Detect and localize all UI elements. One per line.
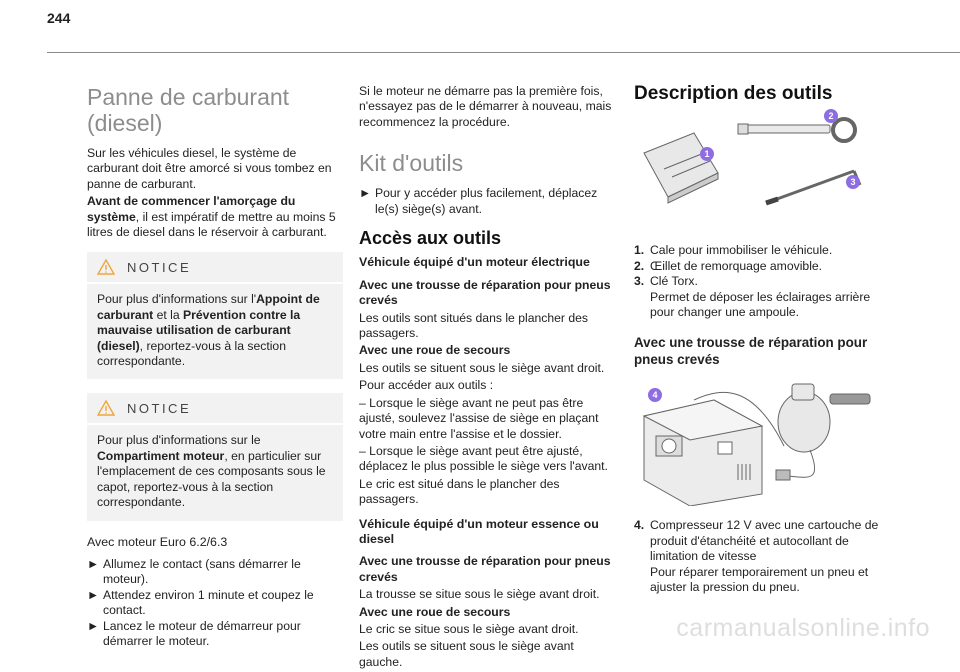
list-item — [634, 274, 894, 289]
item-text: Cale pour immobiliser le véhicule. — [650, 243, 833, 258]
item-text: Compresseur 12 V avec une cartouche de produit d'étanchéité et autocollant de limitation de vitesse — [650, 518, 879, 564]
section-heading-access: Accès aux outils — [359, 228, 502, 249]
notice-text-part: , reportez-vous à la section correspondante. — [97, 338, 286, 369]
step-text: Lancez le moteur de démarreur pour démarrer le moteur. — [103, 618, 301, 648]
notice-ref-misfuel: Prévention contre la mauvaise utilisation de carburant (diesel) — [97, 307, 301, 353]
step-text: Allumez le contact (sans démarrer le moteur). — [103, 556, 301, 587]
tools-illustration — [634, 113, 874, 213]
wheel-chock-icon — [644, 133, 718, 203]
label-text: Avec une trousse de réparation pour pneus crevés — [359, 277, 611, 308]
item-text: Œillet de remorquage amovible. — [650, 258, 823, 273]
item-number: 2. — [634, 258, 645, 273]
label-repair-kit — [359, 278, 617, 309]
section-title-toolkit: Kit d'outils — [359, 150, 464, 177]
item-text: Clé Torx. — [650, 274, 698, 289]
item-note: Permet de déposer les éclairages arrière pour changer une ampoule. — [650, 289, 871, 320]
list-item — [634, 259, 894, 274]
spare-text: Les outils se situent sous le siège avant droit. — [359, 360, 605, 375]
tools-drawing — [634, 113, 874, 213]
spare-text: Pour accéder aux outils : — [359, 378, 494, 393]
column-right — [634, 76, 894, 595]
notice-text-part: Pour plus d'informations sur le — [97, 433, 261, 448]
intro-paragraph: Sur les véhicules diesel, le système de carburant doit être amorcé si vous tombez en panne de carburant. — [87, 146, 332, 191]
watermark: carmanualsonline.info — [676, 614, 930, 642]
euro-heading: Avec moteur Euro 6.2/6.3 — [87, 534, 228, 549]
step-item — [87, 557, 343, 588]
subheading-compressor: Avec une trousse de réparation pour pneus crevés — [634, 335, 868, 368]
repair-kit-text: Les outils sont situés dans le plancher des passagers. — [359, 310, 588, 341]
item-number: 4. — [634, 518, 645, 533]
notice-text-part: Pour plus d'informations sur l' — [97, 292, 257, 307]
step-text: Attendez environ 1 minute et coupez le contact. — [103, 587, 314, 618]
repair-kit-text: La trousse se situe sous le siège avant droit. — [359, 587, 600, 602]
warning-paragraph — [87, 194, 343, 240]
notice-ref-engine: Compartiment moteur — [97, 448, 225, 463]
notice-text — [97, 292, 333, 369]
subheading-electric: Véhicule équipé d'un moteur électrique — [359, 255, 590, 270]
compressor-illustration — [634, 376, 874, 506]
towing-eye-icon — [738, 119, 855, 141]
dash-item: – Lorsque le siège avant peut être ajusté, déplacez le plus possible le siège vers l'avant. — [359, 443, 608, 474]
bullet-arrow-icon: ► — [87, 587, 100, 602]
compressor-drawing — [634, 376, 874, 506]
notice-header — [87, 393, 343, 425]
label-spare — [359, 605, 617, 620]
warning-triangle-icon — [97, 259, 115, 275]
retry-paragraph: Si le moteur ne démarre pas la première fois, n'essayez pas de le démarrer à nouveau, mais recommencez la procédure. — [359, 84, 612, 129]
notice-text-part: et la — [153, 307, 184, 322]
item-number: 3. — [634, 274, 645, 289]
list-item — [634, 518, 894, 564]
tools-list — [634, 243, 894, 320]
label-spare — [359, 343, 617, 358]
bullet-arrow-icon: ► — [87, 556, 100, 571]
section-heading-tools: Description des outils — [634, 83, 833, 104]
subheading-petrol: Véhicule équipé d'un moteur essence ou diesel — [359, 516, 599, 546]
notice-text — [97, 433, 333, 510]
spare-text: Les outils se situent sous le siège avant gauche. — [359, 639, 574, 669]
notice-label: NOTICE — [127, 400, 192, 416]
page-number: 244 — [47, 10, 71, 26]
list-item-note — [634, 565, 894, 596]
label-text: Avec une roue de secours — [359, 604, 511, 619]
warning-rest: , il est impératif de mettre au moins 5 litres de diesel dans le réservoir à carburant. — [87, 209, 336, 240]
badge-3: 3 — [846, 175, 860, 189]
item-note: Pour réparer temporairement un pneu et ajuster la pression du pneu. — [650, 564, 869, 595]
spare-text: Le cric est situé dans le plancher des passagers. — [359, 476, 560, 507]
label-text: Avec une trousse de réparation pour pneus crevés — [359, 554, 611, 584]
badge-4: 4 — [648, 388, 662, 402]
notice-box-2 — [87, 393, 343, 520]
label-text: Avec une roue de secours — [359, 343, 511, 358]
step-item — [87, 619, 343, 650]
step-text: Pour y accéder plus facilement, déplacez le(s) siège(s) avant. — [375, 186, 598, 216]
warning-triangle-icon — [97, 400, 115, 416]
compressor-list — [634, 518, 894, 595]
step-item — [87, 588, 343, 619]
list-item-note — [634, 290, 894, 321]
spare-text: Le cric se situe sous le siège avant droit. — [359, 621, 579, 636]
label-repair-kit — [359, 554, 617, 585]
badge-1: 1 — [700, 147, 714, 161]
notice-text-part: , en particulier sur l'emplacement de ces composants sous le capot, reportez-vous à la section correspondante. — [97, 448, 326, 510]
step-item — [359, 186, 617, 217]
column-middle — [359, 76, 617, 672]
badge-2: 2 — [824, 109, 838, 123]
notice-header — [87, 252, 343, 284]
list-item — [634, 243, 894, 258]
item-number: 1. — [634, 243, 645, 258]
dash-item: – Lorsque le siège avant ne peut pas être ajusté, soulevez l'assise de siège en plaçant votre main entre l'assise et le dossier. — [359, 395, 599, 441]
section-title-fuel: Panne de carburant (diesel) — [87, 84, 290, 136]
warning-bold: Avant de commencer l'amorçage du système — [87, 194, 296, 224]
column-left — [87, 76, 343, 649]
compressor-icon — [644, 400, 762, 506]
notice-ref-fuel: Appoint de carburant — [97, 292, 320, 322]
bullet-arrow-icon: ► — [359, 186, 372, 201]
header-divider — [47, 52, 960, 53]
torx-key-icon — [766, 171, 860, 203]
notice-box-1 — [87, 252, 343, 379]
bullet-arrow-icon: ► — [87, 618, 100, 633]
notice-label: NOTICE — [127, 259, 192, 275]
